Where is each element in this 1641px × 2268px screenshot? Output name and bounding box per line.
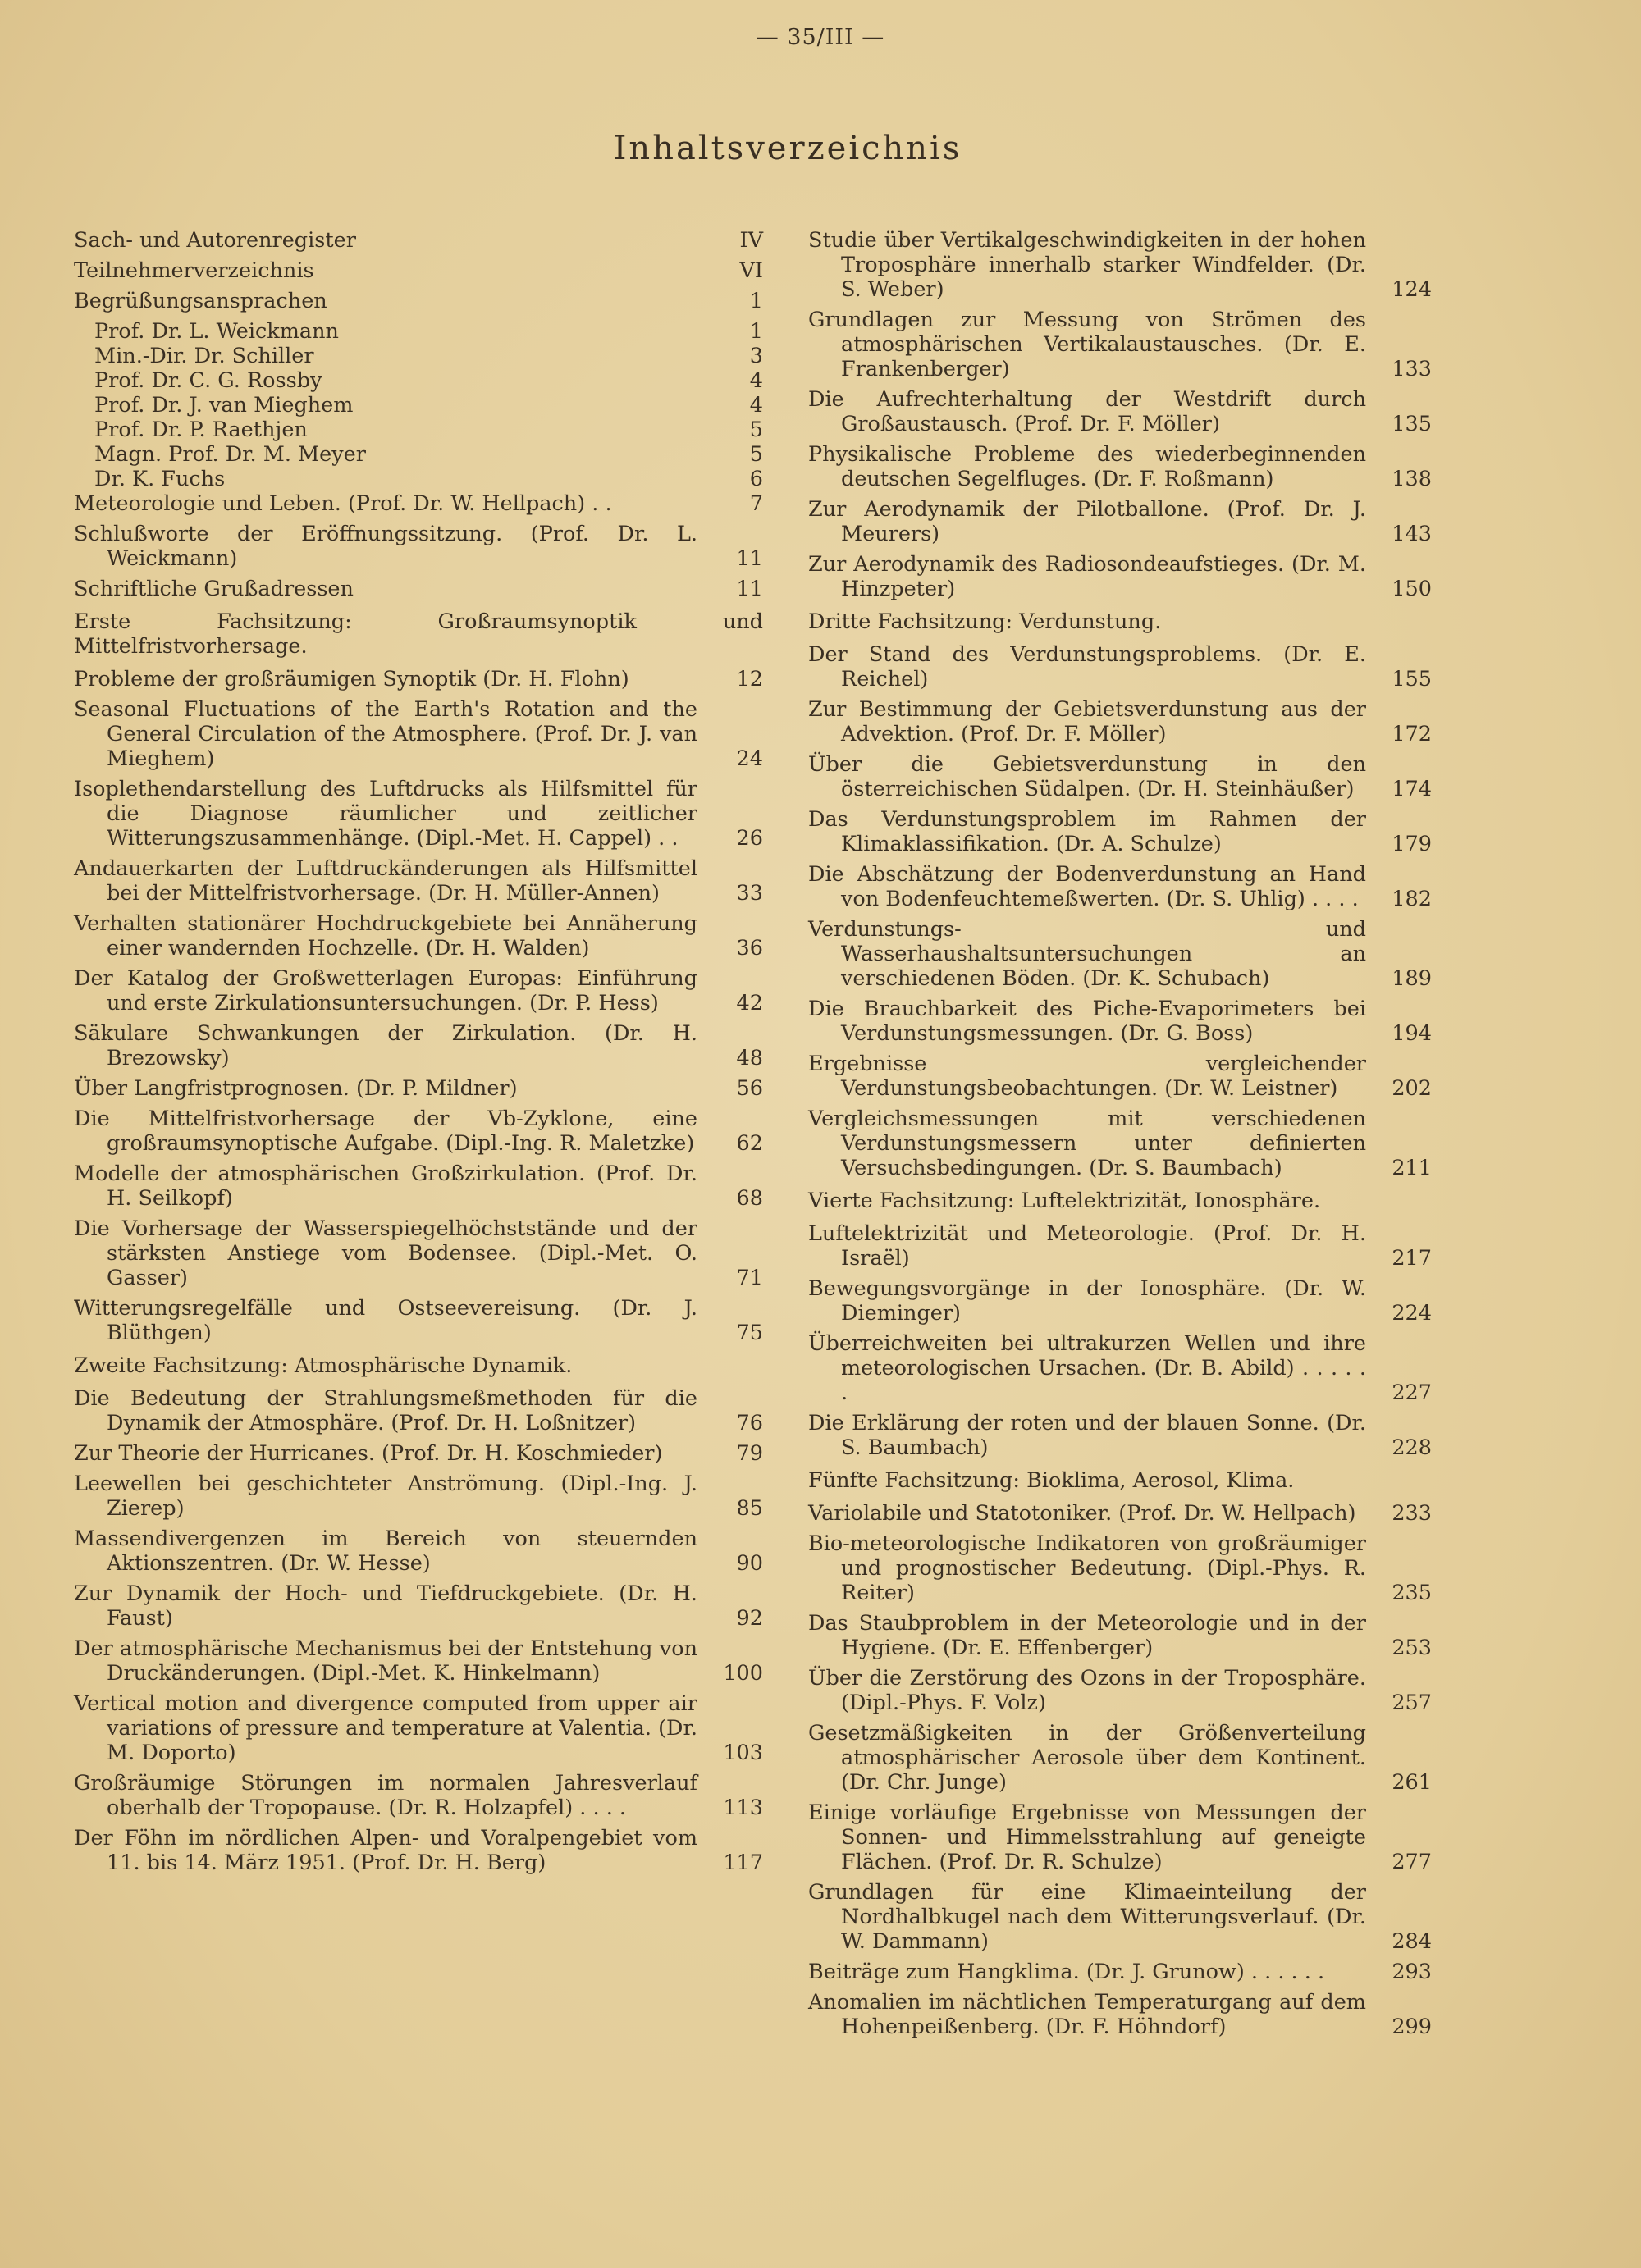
entry-page-number: 155: [1392, 667, 1432, 691]
toc-entry: [74, 911, 763, 961]
entry-title: Prof. Dr. L. Weickmann: [94, 319, 339, 344]
entry-title: Verhalten stationärer Hochdruckgebiete bei Annäherung einer wandernden Hochzelle. (Dr. H. Walden): [74, 911, 697, 961]
toc-entry: [808, 1800, 1432, 1874]
entry-page-number: 257: [1392, 1691, 1432, 1715]
entry-page-number: 224: [1392, 1301, 1432, 1326]
entry-page-number: 85: [736, 1496, 763, 1521]
toc-entry: [808, 807, 1432, 856]
entry-title: Die Erklärung der roten und der blauen Sonne. (Dr. S. Baumbach): [808, 1411, 1366, 1460]
entry-page-number: 92: [736, 1606, 763, 1631]
entry-title: Verdunstungs- und Wasserhaushaltsuntersuchungen an verschiedenen Böden. (Dr. K. Schubach): [808, 917, 1366, 991]
entry-page-number: 103: [723, 1741, 763, 1765]
toc-entry: [808, 1531, 1432, 1605]
toc-entry: [74, 319, 763, 344]
entry-page-number: 75: [736, 1321, 763, 1345]
entry-page-number: 48: [736, 1046, 763, 1070]
entry-page-number: 172: [1392, 722, 1432, 746]
toc-entry: [74, 467, 763, 491]
toc-entry: [808, 1501, 1432, 1526]
entry-title: Bewegungsvorgänge in der Ionosphäre. (Dr. W. Dieminger): [808, 1276, 1366, 1326]
entry-page-number: 5: [749, 418, 763, 442]
entry-page-number: 33: [736, 881, 763, 906]
entry-title: Einige vorläufige Ergebnisse von Messungen der Sonnen- und Himmelsstrahlung auf geneigte Flächen. (Prof. Dr. R. Schulze): [808, 1800, 1366, 1874]
entry-page-number: 174: [1392, 777, 1432, 801]
entry-title: Die Bedeutung der Strahlungsmeßmethoden für die Dynamik der Atmosphäre. (Prof. Dr. H. Loßnitzer): [74, 1386, 697, 1435]
entry-title: Vergleichsmessungen mit verschiedenen Verdunstungsmessern unter definierten Versuchsbedingungen. (Dr. S. Baumbach): [808, 1107, 1366, 1180]
session-heading: [808, 1189, 1432, 1213]
entry-title: Säkulare Schwankungen der Zirkulation. (Dr. H. Brezowsky): [74, 1021, 697, 1070]
toc-entry: [808, 1331, 1432, 1405]
entry-page-number: 79: [736, 1441, 763, 1466]
entry-page-number: 26: [736, 826, 763, 851]
entry-page-number: 4: [749, 368, 763, 393]
entry-page-number: 36: [736, 936, 763, 961]
entry-page-number: 253: [1392, 1636, 1432, 1660]
entry-page-number: 113: [723, 1796, 763, 1820]
toc-entry: [74, 289, 763, 313]
session-heading: [74, 609, 763, 659]
entry-title: Seasonal Fluctuations of the Earth's Rotation and the General Circulation of the Atmosphere. (Prof. Dr. J. van Mieghem): [74, 697, 697, 771]
toc-entry: [74, 491, 763, 516]
toc-entry: [74, 1296, 763, 1345]
session-heading: [808, 609, 1432, 634]
entry-page-number: 261: [1392, 1770, 1432, 1795]
toc-entry: [808, 497, 1432, 546]
entry-page-number: 228: [1392, 1435, 1432, 1460]
entry-page-number: 117: [723, 1850, 763, 1875]
toc-entry: [74, 1771, 763, 1820]
toc-entry: [74, 393, 763, 418]
entry-title: Die Vorhersage der Wasserspiegelhöchststände und der stärksten Anstiege vom Bodensee. (Dipl.-Met. O. Gasser): [74, 1216, 697, 1290]
toc-entry: [74, 1161, 763, 1211]
entry-page-number: 4: [749, 393, 763, 418]
entry-page-number: VI: [739, 258, 763, 283]
entry-page-number: 299: [1392, 2015, 1432, 2039]
entry-title: Zur Dynamik der Hoch- und Tiefdruckgebiete. (Dr. H. Faust): [74, 1581, 697, 1631]
entry-title: Zur Theorie der Hurricanes. (Prof. Dr. H. Koschmieder): [74, 1441, 663, 1466]
toc-entry: [74, 1826, 763, 1875]
session-heading: [74, 1353, 763, 1378]
toc-entry: [74, 856, 763, 906]
entry-page-number: IV: [739, 228, 763, 253]
toc-entry: [74, 1636, 763, 1686]
toc-entry: [808, 387, 1432, 436]
entry-title: Vertical motion and divergence computed from upper air variations of pressure and temperature at Valentia. (Dr. M. Doporto): [74, 1691, 697, 1765]
entry-title: Prof. Dr. P. Raethjen: [94, 418, 308, 442]
toc-entry: [74, 1021, 763, 1070]
toc-entry: [74, 1691, 763, 1765]
entry-title: Min.-Dir. Dr. Schiller: [94, 344, 314, 368]
toc-entry: [808, 442, 1432, 491]
session-title: Zweite Fachsitzung: Atmosphärische Dynamik.: [74, 1353, 573, 1378]
entry-title: Das Staubproblem in der Meteorologie und in der Hygiene. (Dr. E. Effenberger): [808, 1611, 1366, 1660]
toc-entry: [808, 752, 1432, 801]
entry-title: Die Abschätzung der Bodenverdunstung an Hand von Bodenfeuchtemeßwerten. (Dr. S. Uhlig) . . . .: [808, 862, 1366, 911]
entry-page-number: 24: [736, 746, 763, 771]
toc-entry: [808, 642, 1432, 691]
session-title: Dritte Fachsitzung: Verdunstung.: [808, 609, 1162, 634]
entry-title: Der Katalog der Großwetterlagen Europas: Einführung und erste Zirkulationsuntersuchungen. (Dr. P. Hess): [74, 966, 697, 1015]
toc-entry: [74, 966, 763, 1015]
entry-title: Teilnehmerverzeichnis: [74, 258, 314, 283]
entry-title: Der Föhn im nördlichen Alpen- und Voralpengebiet vom 11. bis 14. März 1951. (Prof. Dr. H. Berg): [74, 1826, 697, 1875]
entry-title: Dr. K. Fuchs: [94, 467, 226, 491]
toc-entry: [808, 697, 1432, 746]
entry-title: Über Langfristprognosen. (Dr. P. Mildner): [74, 1076, 518, 1101]
toc-entry: [808, 1221, 1432, 1271]
toc-right-column: [808, 228, 1432, 2045]
entry-title: Probleme der großräumigen Synoptik (Dr. H. Flohn): [74, 667, 629, 691]
entry-page-number: 284: [1392, 1929, 1432, 1954]
session-title: Erste Fachsitzung: Großraumsynoptik und Mittelfristvorhersage.: [74, 609, 763, 659]
toc-entry: [74, 697, 763, 771]
entry-title: Das Verdunstungsproblem im Rahmen der Klimaklassifikation. (Dr. A. Schulze): [808, 807, 1366, 856]
entry-page-number: 182: [1392, 887, 1432, 911]
entry-page-number: 6: [749, 467, 763, 491]
entry-page-number: 233: [1392, 1501, 1432, 1526]
entry-page-number: 12: [736, 667, 763, 691]
toc-entry: [74, 1472, 763, 1521]
toc-entry: [74, 1107, 763, 1156]
entry-title: Sach- und Autorenregister: [74, 228, 356, 253]
toc-entry: [74, 1076, 763, 1101]
entry-title: Über die Gebietsverdunstung in den österreichischen Südalpen. (Dr. H. Steinhäußer): [808, 752, 1366, 801]
session-title: Fünfte Fachsitzung: Bioklima, Aerosol, Klima.: [808, 1468, 1295, 1493]
entry-title: Luftelektrizität und Meteorologie. (Prof. Dr. H. Israël): [808, 1221, 1366, 1271]
entry-page-number: 211: [1392, 1156, 1432, 1180]
page-title: Inhaltsverzeichnis: [613, 130, 962, 167]
entry-page-number: 5: [749, 442, 763, 467]
entry-page-number: 90: [736, 1551, 763, 1576]
entry-page-number: 194: [1392, 1021, 1432, 1046]
toc-entry: [74, 344, 763, 368]
entry-title: Variolabile und Statotoniker. (Prof. Dr. W. Hellpach): [808, 1501, 1356, 1526]
entry-page-number: 68: [736, 1186, 763, 1211]
entry-page-number: 62: [736, 1131, 763, 1156]
toc-entry: [808, 228, 1432, 302]
entry-title: Großräumige Störungen im normalen Jahresverlauf oberhalb der Tropopause. (Dr. R. Holzapfel) . . . .: [74, 1771, 697, 1820]
toc-entry: [74, 418, 763, 442]
entry-title: Über die Zerstörung des Ozons in der Troposphäre. (Dipl.-Phys. F. Volz): [808, 1666, 1366, 1715]
entry-title: Leewellen bei geschichteter Anströmung. (Dipl.-Ing. J. Zierep): [74, 1472, 697, 1521]
entry-page-number: 42: [736, 991, 763, 1015]
toc-entry: [808, 552, 1432, 601]
entry-title: Schlußworte der Eröffnungssitzung. (Prof. Dr. L. Weickmann): [74, 522, 697, 571]
toc-left-column: [74, 228, 763, 1881]
entry-title: Zur Aerodynamik des Radiosondeaufstieges. (Dr. M. Hinzpeter): [808, 552, 1366, 601]
session-title: Vierte Fachsitzung: Luftelektrizität, Ionosphäre.: [808, 1189, 1321, 1213]
entry-page-number: 143: [1392, 522, 1432, 546]
entry-title: Modelle der atmosphärischen Großzirkulation. (Prof. Dr. H. Seilkopf): [74, 1161, 697, 1211]
toc-entry: [808, 997, 1432, 1046]
toc-entry: [74, 777, 763, 851]
entry-page-number: 1: [749, 289, 763, 313]
entry-title: Der Stand des Verdunstungsproblems. (Dr. E. Reichel): [808, 642, 1366, 691]
toc-entry: [808, 1880, 1432, 1954]
entry-title: Grundlagen zur Messung von Strömen des atmosphärischen Vertikalaustausches. (Dr. E. Frankenberger): [808, 308, 1366, 381]
entry-title: Die Aufrechterhaltung der Westdrift durch Großaustausch. (Prof. Dr. F. Möller): [808, 387, 1366, 436]
entry-page-number: 76: [736, 1411, 763, 1435]
entry-title: Andauerkarten der Luftdruckänderungen als Hilfsmittel bei der Mittelfristvorhersage. (Dr. H. Müller-Annen): [74, 856, 697, 906]
toc-entry: [74, 1216, 763, 1290]
toc-entry: [808, 308, 1432, 381]
entry-page-number: 217: [1392, 1246, 1432, 1271]
toc-entry: [74, 1526, 763, 1576]
toc-entry: [808, 1721, 1432, 1795]
toc-entry: [808, 1960, 1432, 1984]
session-heading: [808, 1468, 1432, 1493]
entry-page-number: 100: [723, 1661, 763, 1686]
entry-page-number: 293: [1392, 1960, 1432, 1984]
toc-entry: [808, 1107, 1432, 1180]
entry-page-number: 135: [1392, 412, 1432, 436]
entry-title: Die Mittelfristvorhersage der Vb-Zyklone, eine großraumsynoptische Aufgabe. (Dipl.-Ing. R. Maletzke): [74, 1107, 697, 1156]
toc-entry: [74, 368, 763, 393]
entry-page-number: 189: [1392, 966, 1432, 991]
entry-title: Prof. Dr. C. G. Rossby: [94, 368, 322, 393]
entry-page-number: 3: [749, 344, 763, 368]
entry-title: Überreichweiten bei ultrakurzen Wellen und ihre meteorologischen Ursachen. (Dr. B. Abild) . . . . . .: [808, 1331, 1366, 1405]
entry-title: Isoplethendarstellung des Luftdrucks als Hilfsmittel für die Diagnose räumlicher und zeitlicher Witterungszusammenhänge. (Dipl.-Met. H. Cappel) . .: [74, 777, 697, 851]
entry-page-number: 133: [1392, 357, 1432, 381]
toc-entry: [74, 1441, 763, 1466]
toc-entry: [74, 1386, 763, 1435]
entry-page-number: 11: [736, 577, 763, 601]
entry-title: Der atmosphärische Mechanismus bei der Entstehung von Druckänderungen. (Dipl.-Met. K. Hinkelmann): [74, 1636, 697, 1686]
entry-title: Witterungsregelfälle und Ostseevereisung. (Dr. J. Blüthgen): [74, 1296, 697, 1345]
entry-title: Physikalische Probleme des wiederbeginnenden deutschen Segelfluges. (Dr. F. Roßmann): [808, 442, 1366, 491]
toc-entry: [74, 228, 763, 253]
entry-title: Beiträge zum Hangklima. (Dr. J. Grunow) . . . . . .: [808, 1960, 1325, 1984]
entry-page-number: 124: [1392, 277, 1432, 302]
entry-page-number: 150: [1392, 577, 1432, 601]
entry-page-number: 235: [1392, 1581, 1432, 1605]
entry-page-number: 56: [736, 1076, 763, 1101]
entry-page-number: 179: [1392, 832, 1432, 856]
toc-entry: [808, 1990, 1432, 2039]
entry-title: Begrüßungsansprachen: [74, 289, 327, 313]
entry-title: Studie über Vertikalgeschwindigkeiten in der hohen Troposphäre innerhalb starker Windfelder. (Dr. S. Weber): [808, 228, 1366, 302]
entry-title: Ergebnisse vergleichender Verdunstungsbeobachtungen. (Dr. W. Leistner): [808, 1052, 1366, 1101]
page-number: — 35/III —: [756, 25, 885, 50]
entry-title: Gesetzmäßigkeiten in der Größenverteilung atmosphärischer Aerosole über dem Kontinent. (Dr. Chr. Junge): [808, 1721, 1366, 1795]
toc-entry: [808, 1052, 1432, 1101]
toc-entry: [808, 1666, 1432, 1715]
toc-entry: [74, 442, 763, 467]
entry-title: Bio-meteorologische Indikatoren von großräumiger und prognostischer Bedeutung. (Dipl.-Phys. R. Reiter): [808, 1531, 1366, 1605]
toc-entry: [808, 1411, 1432, 1460]
entry-title: Magn. Prof. Dr. M. Meyer: [94, 442, 366, 467]
entry-title: Grundlagen für eine Klimaeinteilung der Nordhalbkugel nach dem Witterungsverlauf. (Dr. W. Dammann): [808, 1880, 1366, 1954]
entry-page-number: 71: [736, 1266, 763, 1290]
entry-page-number: 11: [736, 546, 763, 571]
entry-title: Anomalien im nächtlichen Temperaturgang auf dem Hohenpeißenberg. (Dr. F. Höhndorf): [808, 1990, 1366, 2039]
entry-title: Meteorologie und Leben. (Prof. Dr. W. Hellpach) . .: [74, 491, 612, 516]
entry-title: Die Brauchbarkeit des Piche-Evaporimeters bei Verdunstungsmessungen. (Dr. G. Boss): [808, 997, 1366, 1046]
entry-title: Schriftliche Grußadressen: [74, 577, 354, 601]
entry-page-number: 1: [749, 319, 763, 344]
entry-page-number: 227: [1392, 1380, 1432, 1405]
entry-title: Zur Aerodynamik der Pilotballone. (Prof. Dr. J. Meurers): [808, 497, 1366, 546]
toc-entry: [808, 862, 1432, 911]
entry-title: Massendivergenzen im Bereich von steuernden Aktionszentren. (Dr. W. Hesse): [74, 1526, 697, 1576]
entry-page-number: 277: [1392, 1850, 1432, 1874]
toc-entry: [808, 1611, 1432, 1660]
entry-title: Prof. Dr. J. van Mieghem: [94, 393, 354, 418]
toc-entry: [74, 1581, 763, 1631]
toc-entry: [74, 667, 763, 691]
toc-entry: [74, 258, 763, 283]
entry-page-number: 138: [1392, 467, 1432, 491]
entry-title: Zur Bestimmung der Gebietsverdunstung aus der Advektion. (Prof. Dr. F. Möller): [808, 697, 1366, 746]
entry-page-number: 7: [749, 491, 763, 516]
toc-entry: [808, 1276, 1432, 1326]
entry-page-number: 202: [1392, 1076, 1432, 1101]
toc-entry: [74, 577, 763, 601]
toc-entry: [808, 917, 1432, 991]
toc-entry: [74, 522, 763, 571]
